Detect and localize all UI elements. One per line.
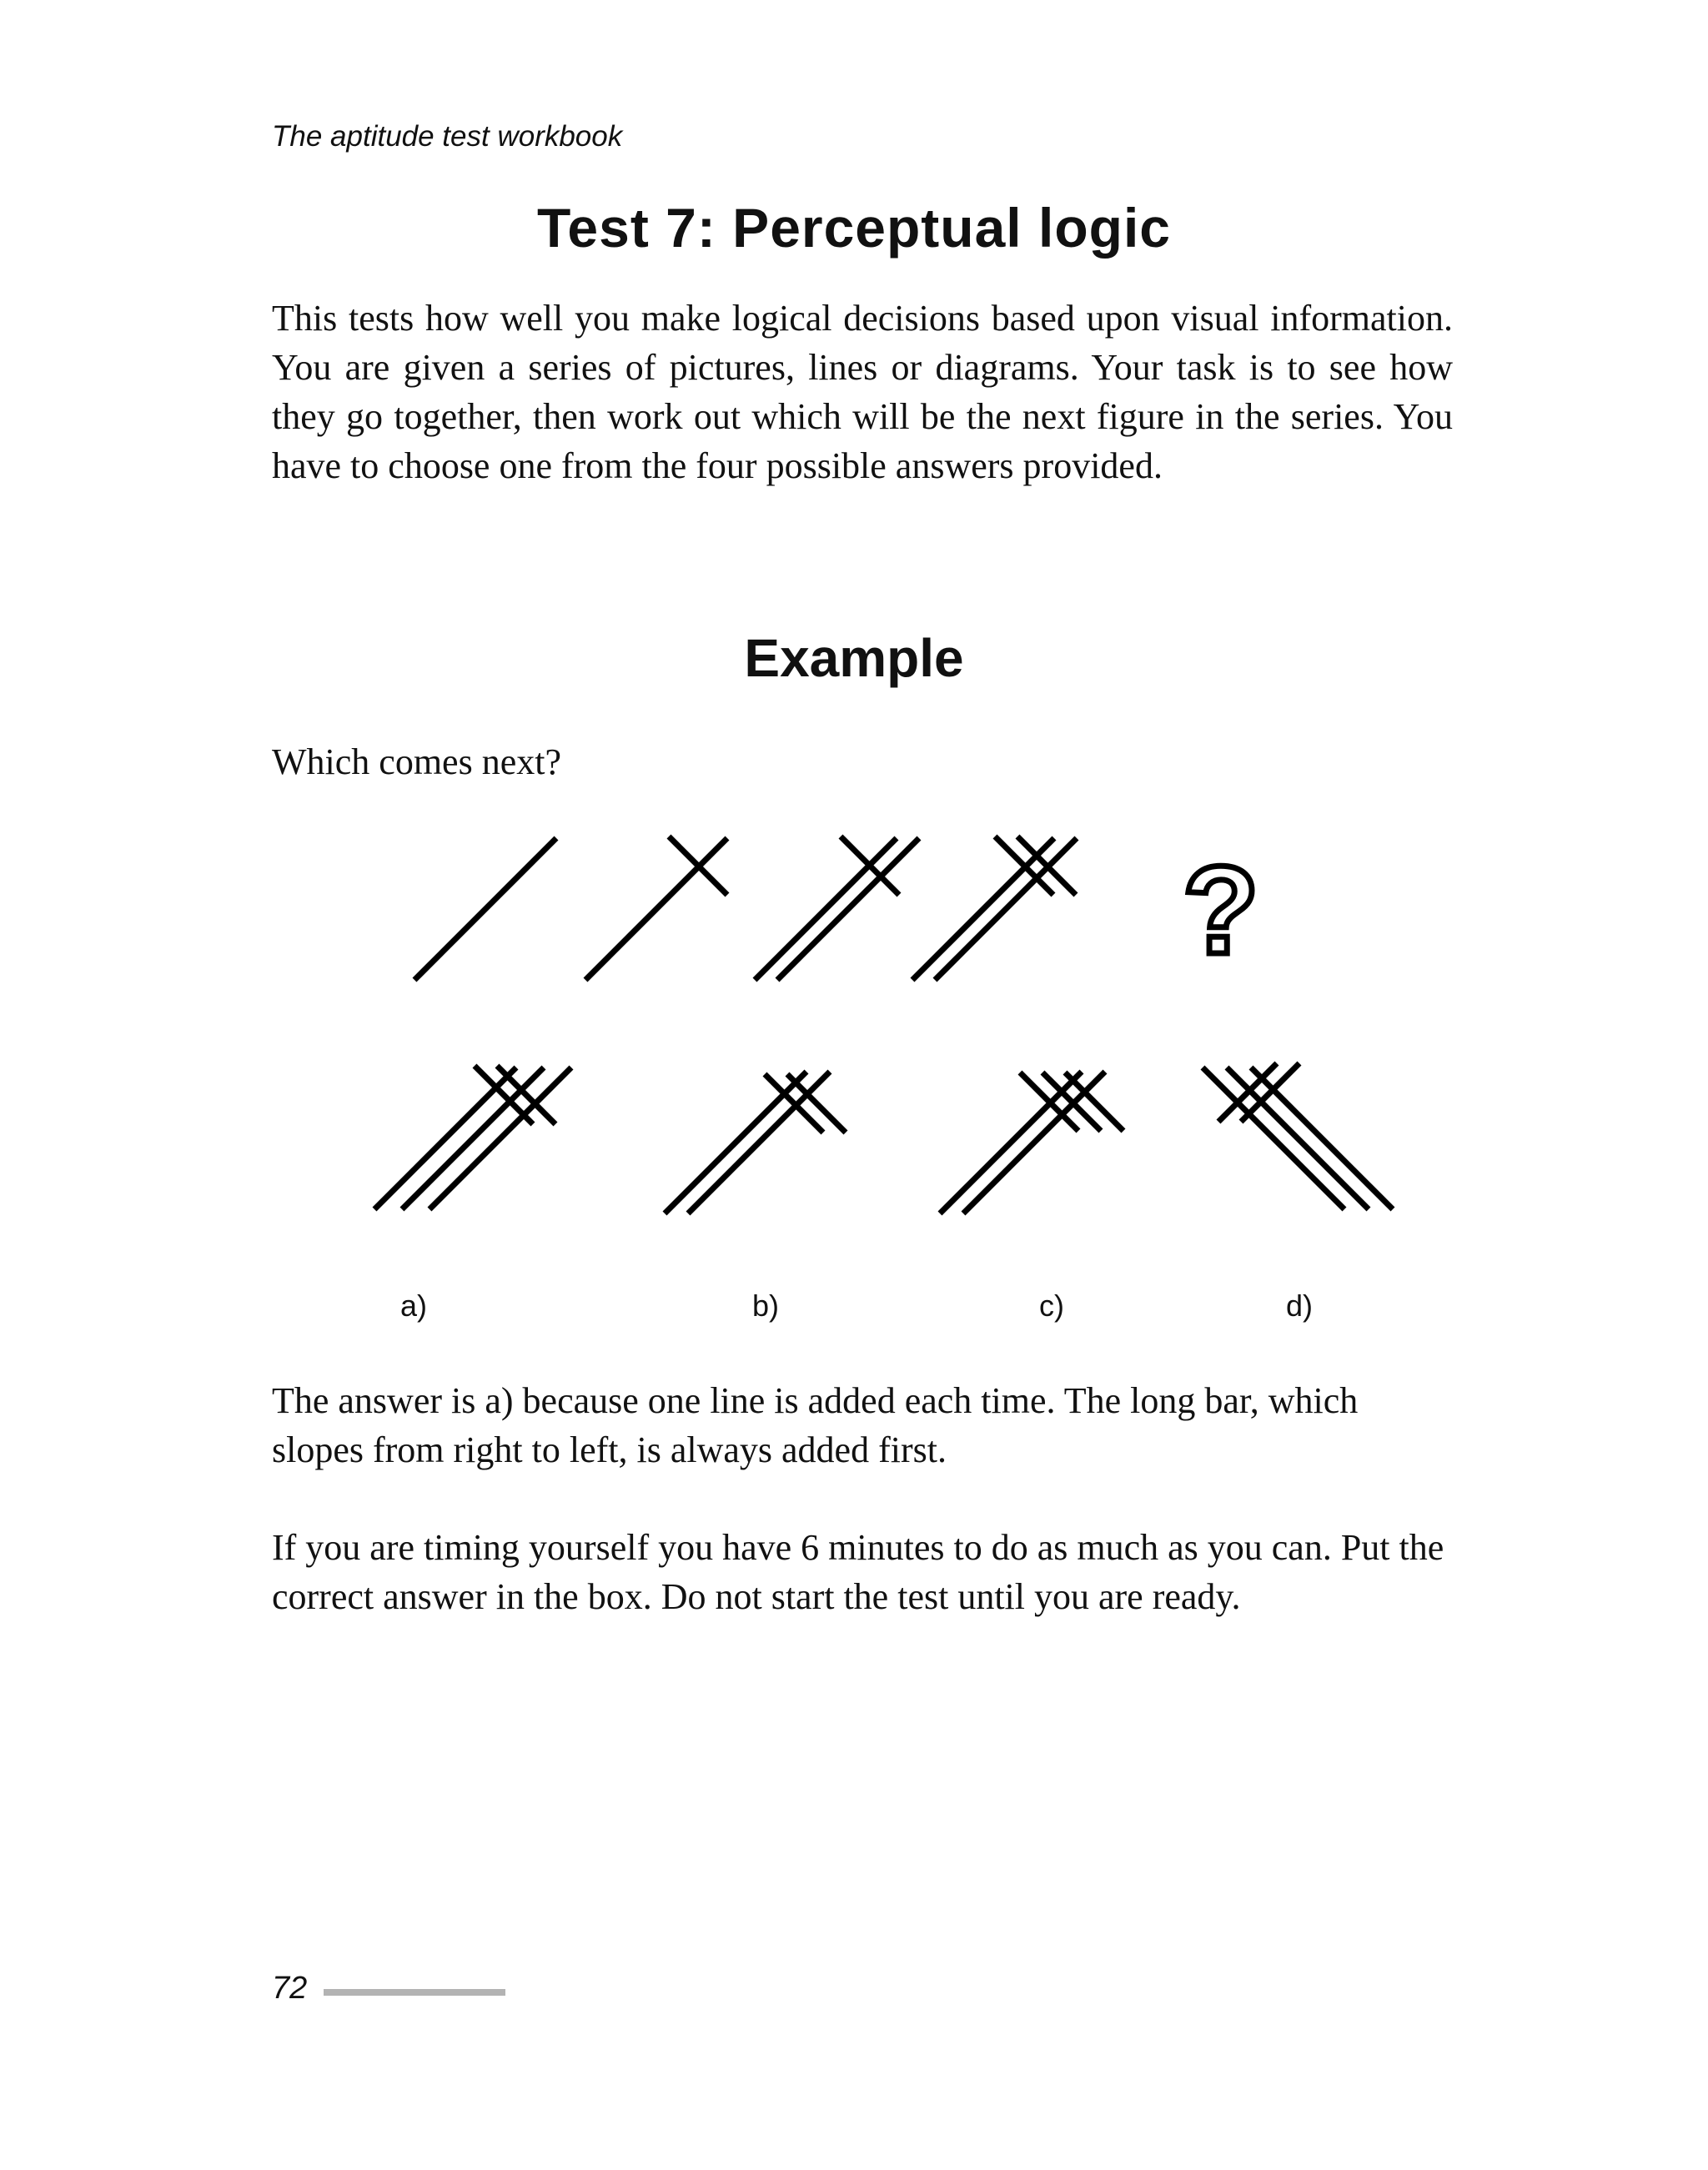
answer-figure-c — [940, 1072, 1123, 1213]
page-number-rule — [324, 1989, 505, 1996]
long-bar — [777, 838, 919, 980]
answer-label-b: b) — [752, 1288, 780, 1323]
long-bar — [912, 838, 1054, 980]
answer-figure-b — [665, 1072, 846, 1213]
long-bar — [414, 838, 556, 980]
answer-figure-a — [374, 1066, 571, 1209]
answer-label-d: d) — [1286, 1288, 1314, 1323]
answer-figure-d — [1203, 1063, 1393, 1209]
running-head: The aptitude test workbook — [272, 120, 623, 153]
answer-label-c: c) — [1039, 1288, 1064, 1323]
explanation-paragraph: The answer is a) because one line is added each time. The long bar, which slopes from right to left, is always added first. — [272, 1380, 1359, 1470]
long-bar — [755, 838, 897, 980]
timing-paragraph: If you are timing yourself you have 6 minutes to do as much as you can. Put the correct answer in the box. Do not start the test until you are ready. — [272, 1527, 1444, 1617]
section-heading: Example — [744, 628, 964, 688]
long-bar — [935, 838, 1077, 980]
page-title: Test 7: Perceptual logic — [537, 197, 1171, 259]
page-number: 72 — [272, 1971, 308, 2006]
series-figure-2 — [585, 836, 727, 980]
question-text: Which comes next? — [272, 741, 561, 782]
series-figure-4 — [912, 836, 1077, 980]
question-mark-icon: ? — [1183, 840, 1259, 980]
answer-label-a: a) — [400, 1288, 428, 1323]
long-bar — [585, 838, 727, 980]
series-figure-3 — [755, 836, 919, 980]
series-figure-1 — [414, 838, 556, 980]
intro-paragraph: This tests how well you make logical decisions based upon visual information. You are given a series of pictures, lines or diagrams. Your task is to see how they go together, then work out which will be the next figure in the series. You have to choose one from the four possible answers provided. — [272, 298, 1453, 486]
